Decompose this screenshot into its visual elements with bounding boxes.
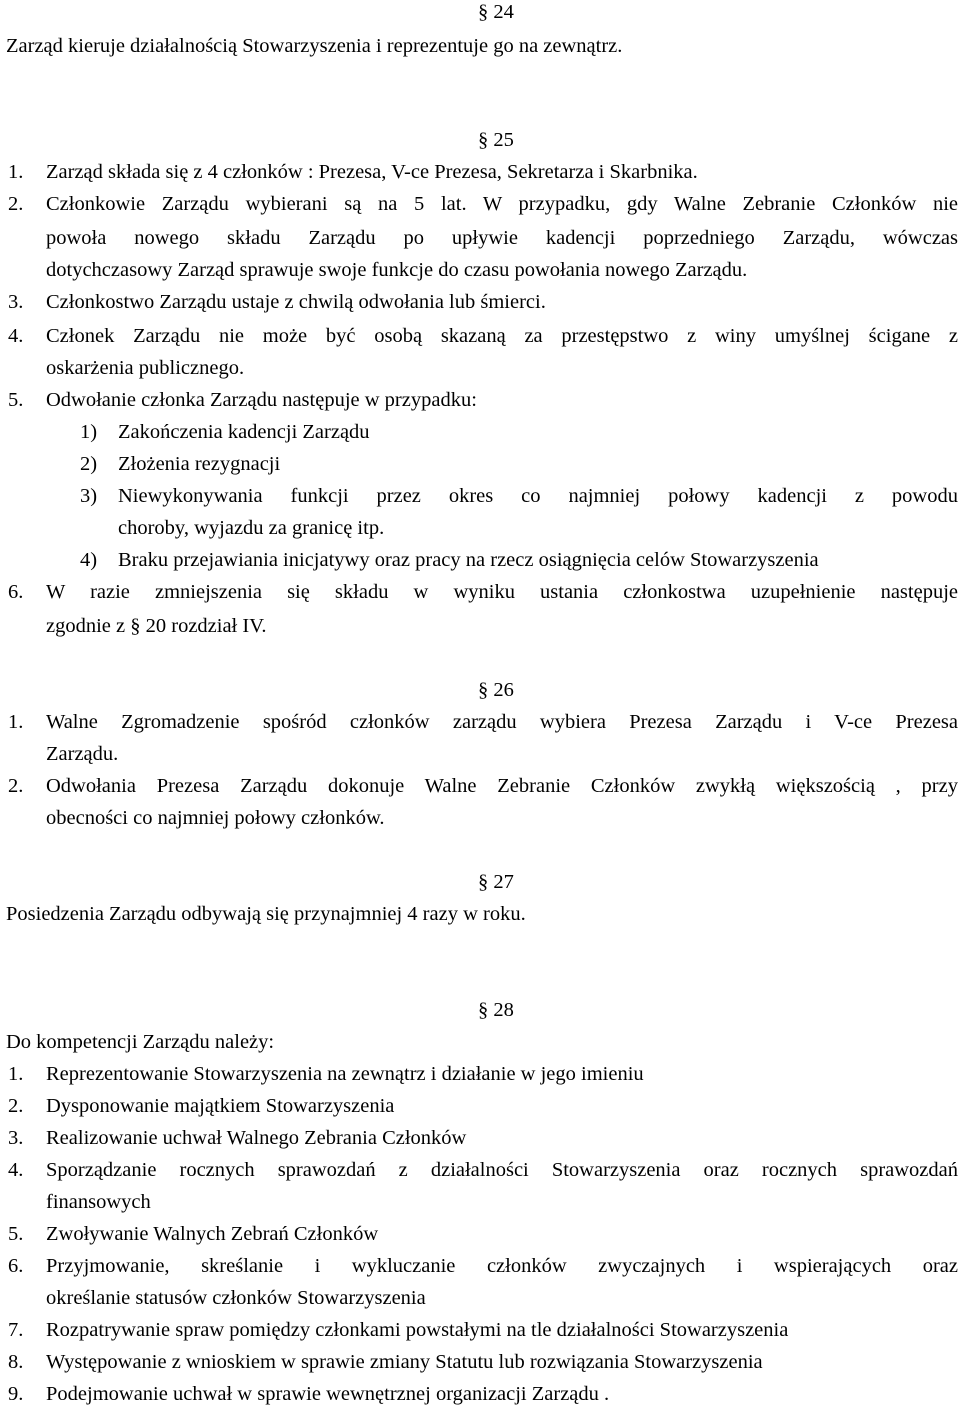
list-item-number: 3. [8,1127,24,1149]
subitem-number: 2) [80,453,98,475]
section-25-item-6-line-1: W razie zmniejszenia się składu w wyniku ustania członkostwa uzupełnienie następuje [46,581,958,603]
subitem-number: 4) [80,549,98,571]
section-25-item-4-line-2: oskarżenia publicznego. [46,357,245,379]
item-number: 2. [8,775,24,797]
list-item: Przyjmowanie, skreślanie i wykluczanie członków zwyczajnych i wspierających oraz [46,1255,958,1277]
list-item: Realizowanie uchwał Walnego Zebrania Członków [46,1127,467,1149]
section-25-item-2-line-2: powoła nowego składu Zarządu po upływie kadencji poprzedniego Zarządu, wówczas [46,227,958,249]
list-item: Rozpatrywanie spraw pomiędzy członkami powstałymi na tle działalności Stowarzyszenia [46,1319,789,1341]
list-item-continuation: określanie statusów członków Stowarzyszenia [46,1287,426,1309]
item-number: 4. [8,325,24,347]
section-heading-26: § 26 [478,679,514,701]
section-heading-24: § 24 [478,1,514,23]
section-26-item-1-line-2: Zarządu. [46,743,119,765]
section-24-text: Zarząd kieruje działalnością Stowarzyszenia i reprezentuje go na zewnątrz. [6,35,623,57]
item-number: 5. [8,389,24,411]
list-item-number: 7. [8,1319,24,1341]
section-25-subitem-3-line-2: choroby, wyjazdu za granicę itp. [118,517,385,539]
section-25-subitem-1: Zakończenia kadencji Zarządu [118,421,370,443]
section-27-text: Posiedzenia Zarządu odbywają się przynajmniej 4 razy w roku. [6,903,526,925]
list-item-continuation: finansowych [46,1191,151,1213]
list-item-number: 8. [8,1351,24,1373]
list-item: Zwoływanie Walnych Zebrań Członków [46,1223,379,1245]
list-item: Sporządzanie rocznych sprawozdań z działalności Stowarzyszenia oraz rocznych sprawozdań [46,1159,958,1181]
list-item-number: 1. [8,1063,24,1085]
section-heading-27: § 27 [478,871,514,893]
section-25-item-6-line-2: zgodnie z § 20 rozdział IV. [46,615,267,637]
section-25-item-1: Zarząd składa się z 4 członków : Prezesa, V-ce Prezesa, Sekretarza i Skarbnika. [46,161,698,183]
list-item: Występowanie z wnioskiem w sprawie zmiany Statutu lub rozwiązania Stowarzyszenia [46,1351,763,1373]
list-item-number: 6. [8,1255,24,1277]
section-26-item-2-line-1: Odwołania Prezesa Zarządu dokonuje Walne Zebranie Członków zwykłą większością , przy [46,775,958,797]
list-item-number: 5. [8,1223,24,1245]
item-number: 2. [8,193,24,215]
section-25-subitem-3-line-1: Niewykonywania funkcji przez okres co najmniej połowy kadencji z powodu [118,485,958,507]
list-item: Podejmowanie uchwał w sprawie wewnętrznej organizacji Zarządu . [46,1383,610,1405]
section-heading-25: § 25 [478,129,514,151]
subitem-number: 3) [80,485,98,507]
section-28-intro: Do kompetencji Zarządu należy: [6,1031,275,1053]
list-item-number: 9. [8,1383,24,1405]
list-item: Dysponowanie majątkiem Stowarzyszenia [46,1095,395,1117]
section-25-subitem-2: Złożenia rezygnacji [118,453,281,475]
section-26-item-2-line-2: obecności co najmniej połowy członków. [46,807,385,829]
item-number: 3. [8,291,24,313]
item-number: 6. [8,581,24,603]
section-heading-28: § 28 [478,999,514,1021]
item-number: 1. [8,161,24,183]
section-25-subitem-4: Braku przejawiania inicjatywy oraz pracy na rzecz osiągnięcia celów Stowarzyszenia [118,549,819,571]
item-number: 1. [8,711,24,733]
list-item-number: 2. [8,1095,24,1117]
subitem-number: 1) [80,421,98,443]
section-25-item-4-line-1: Członek Zarządu nie może być osobą skazaną za przestępstwo z winy umyślnej ścigane z [46,325,958,347]
section-25-item-3: Członkostwo Zarządu ustaje z chwilą odwołania lub śmierci. [46,291,546,313]
list-item: Reprezentowanie Stowarzyszenia na zewnątrz i działanie w jego imieniu [46,1063,644,1085]
section-25-item-5: Odwołanie członka Zarządu następuje w przypadku: [46,389,477,411]
list-item-number: 4. [8,1159,24,1181]
section-26-item-1-line-1: Walne Zgromadzenie spośród członków zarządu wybiera Prezesa Zarządu i V-ce Prezesa [46,711,958,733]
section-25-item-2-line-3: dotychczasowy Zarząd sprawuje swoje funkcje do czasu powołania nowego Zarządu. [46,259,748,281]
section-25-item-2-line-1: Członkowie Zarządu wybierani są na 5 lat. W przypadku, gdy Walne Zebranie Członków nie [46,193,958,215]
